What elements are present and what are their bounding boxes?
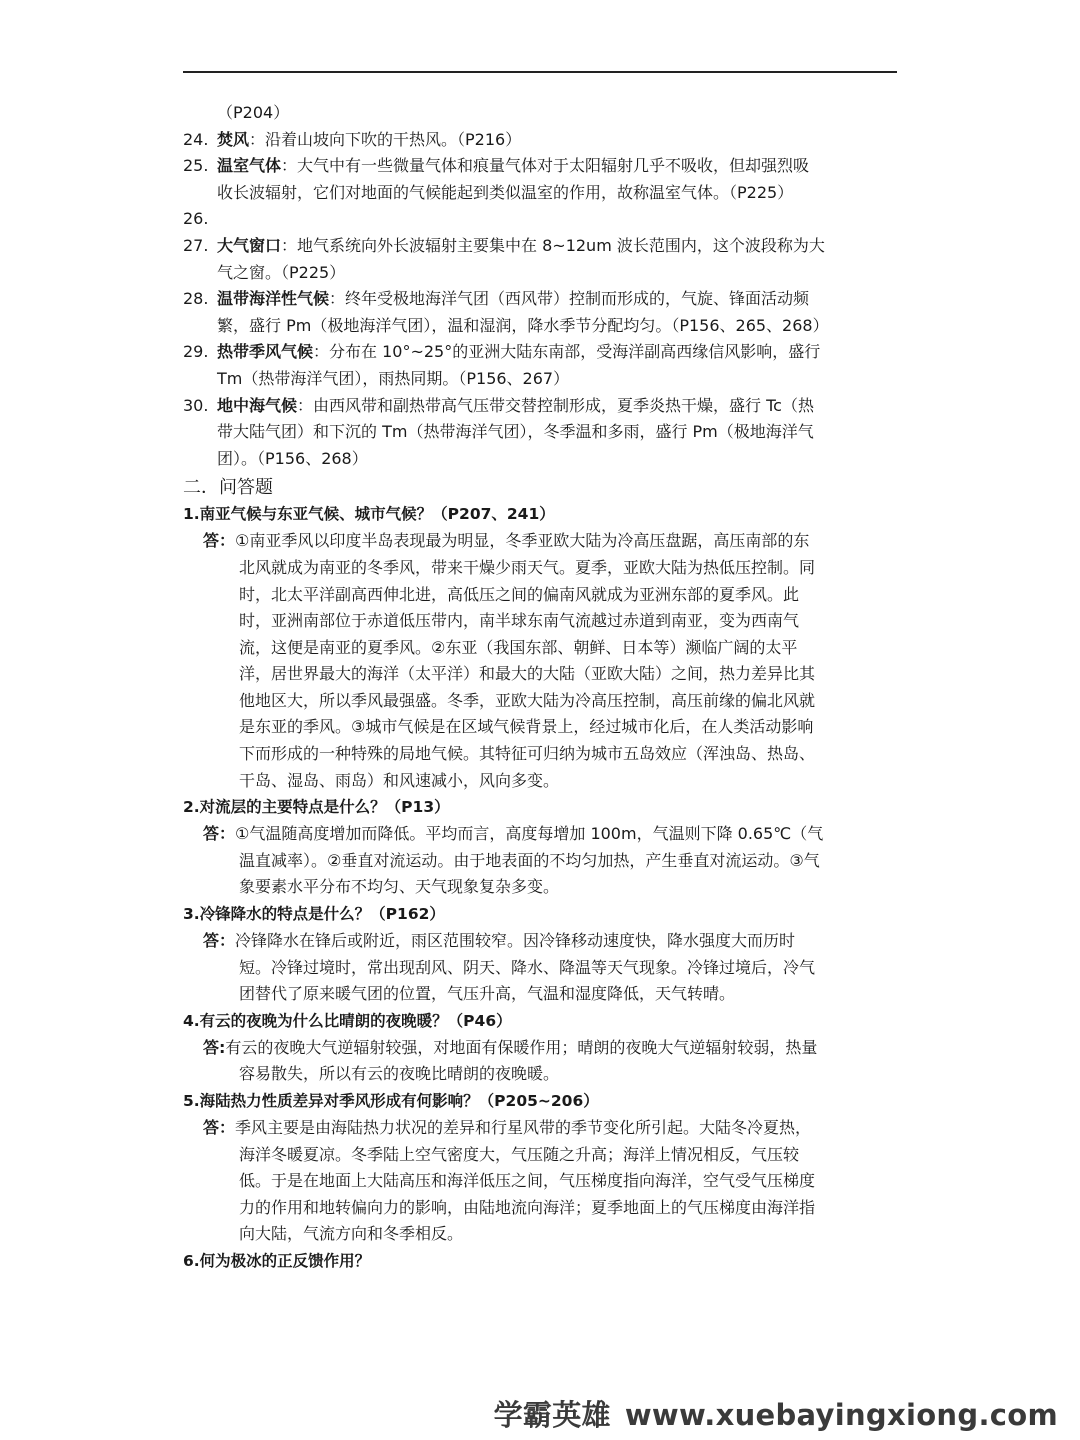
continued-text: （P204） <box>217 103 290 122</box>
answer-line <box>183 874 903 901</box>
definition-number: 25. <box>183 156 209 176</box>
answer-line <box>183 1168 903 1195</box>
definition-text: 气之窗。（P225） <box>217 262 346 282</box>
definition-line <box>183 446 903 473</box>
definition-number: 27. <box>183 235 209 255</box>
answer-label: 答： <box>203 531 236 551</box>
definition-term: 大气窗口 <box>217 235 282 255</box>
definition-line <box>183 260 903 287</box>
answer-text: 短。冷锋过境时，常出现刮风、阴天、降水、降温等天气现象。冷锋过境后，冷气 <box>239 957 816 977</box>
answer-line <box>183 1115 903 1142</box>
definition-text: ：由西风带和副热带高气压带交替控制形成，夏季炎热干燥，盛行 Tc（热 <box>297 395 814 415</box>
answer-line <box>183 1061 903 1088</box>
answer-line <box>183 848 903 875</box>
definition-term: 温室气体 <box>217 156 282 176</box>
question-heading: 2.对流层的主要特点是什么？（P13） <box>183 798 450 817</box>
definition-number: 24. <box>183 129 209 149</box>
answer-text: 容易散失，所以有云的夜晚比晴朗的夜晚暖。 <box>239 1064 560 1084</box>
answer-text: 团替代了原来暖气团的位置，气压升高，气温和湿度降低，天气转晴。 <box>239 984 736 1004</box>
answer-line <box>183 928 903 955</box>
definition-text: 收长波辐射，它们对地面的气候能起到类似温室的作用，故称温室气体。（P225） <box>217 182 794 202</box>
definition-line <box>183 180 903 207</box>
answer-label: 答: <box>203 1037 226 1057</box>
definition-text: ：地气系统向外长波辐射主要集中在 8~12um 波长范围内，这个波段称为大 <box>281 235 825 255</box>
definition-text: 带大陆气团）和下沉的 Tm（热带海洋气团），冬季温和多雨，盛行 Pm（极地海洋气 <box>217 422 814 442</box>
answer-text: 干岛、湿岛、雨岛）和风速减小，风向多变。 <box>239 770 560 790</box>
question-heading: 5.海陆热力性质差异对季风形成有何影响？（P205~206） <box>183 1092 599 1110</box>
answer-text: 他地区大，所以季风最强盛。冬季，亚欧大陆为冷高压控制，高压前缘的偏北风就 <box>239 690 816 710</box>
answer-line <box>183 582 903 609</box>
definition-number: 26. <box>183 209 209 229</box>
answer-text: 时，亚洲南部位于赤道低压带内，南半球东南气流越过赤道到南亚，变为西南气 <box>239 611 800 631</box>
answer-text: 流，这便是南亚的夏季风。②东亚（我国东部、朝鲜、日本等）濒临广阔的太平 <box>239 637 798 657</box>
definition-term: 热带季风气候 <box>217 342 314 362</box>
answer-line <box>183 768 903 795</box>
answer-text: 洋，居世界最大的海洋（太平洋）和最大的大陆（亚欧大陆）之间，热力差异比其 <box>239 664 816 684</box>
answer-text: 温直减率）。②垂直对流运动。由于地表面的不均匀加热，产生垂直对流运动。③气 <box>239 850 820 870</box>
question-heading: 6.何为极冰的正反馈作用？ <box>183 1251 371 1270</box>
question-heading: 4.有云的夜晚为什么比晴朗的夜晚暖？（P46） <box>183 1011 512 1030</box>
answer-line <box>183 1035 903 1062</box>
definition-text: ：大气中有一些微量气体和痕量气体对于太阳辐射几乎不吸收，但却强烈吸 <box>281 156 810 176</box>
definition-line <box>183 233 903 260</box>
answer-line <box>183 528 903 555</box>
definition-line <box>183 366 903 393</box>
definition-text: ：终年受极地海洋气团（西风带）控制而形成的，气旋、锋面活动频 <box>329 289 810 309</box>
definition-text: 繁，盛行 Pm（极地海洋气团），温和湿润，降水季节分配均匀。（P156、265、268） <box>217 315 829 335</box>
definition-text: ：沿着山坡向下吹的干热风。（P216） <box>249 129 522 149</box>
definition-number: 29. <box>183 342 209 362</box>
answer-label: 答： <box>203 824 236 844</box>
answer-label: 答： <box>203 931 236 951</box>
definition-line <box>183 313 903 340</box>
answer-text: ①气温随高度增加而降低。平均而言，高度每增加 100m，气温则下降 0.65℃（气 <box>235 824 824 844</box>
definition-line <box>183 393 903 420</box>
document-body <box>183 100 903 1275</box>
answer-text: 时，北太平洋副高西伸北进，高低压之间的偏南风就成为亚洲东部的夏季风。此 <box>239 584 800 604</box>
answer-line <box>183 821 903 848</box>
answer-text: 象要素水平分布不均匀、天气现象复杂多变。 <box>239 877 560 897</box>
answer-text: 下而形成的一种特殊的局地气候。其特征可归纳为城市五岛效应（浑浊岛、热岛、 <box>239 744 816 764</box>
definition-line <box>183 339 903 366</box>
definition-line <box>183 127 903 154</box>
answer-line <box>183 714 903 741</box>
answer-text: ①南亚季风以印度半岛表现最为明显，冬季亚欧大陆为冷高压盘踞，高压南部的东 <box>235 531 810 551</box>
answer-label: 答： <box>203 1118 236 1137</box>
answer-text: 海洋冬暖夏凉。冬季陆上空气密度大，气压随之升高；海洋上情况相反，气压较 <box>239 1144 800 1164</box>
answer-line <box>183 955 903 982</box>
definition-line <box>183 419 903 446</box>
answer-line <box>183 981 903 1008</box>
definition-number: 28. <box>183 289 209 309</box>
answer-line <box>183 688 903 715</box>
answer-line <box>183 555 903 582</box>
definition-text: 团）。（P156、268） <box>217 448 368 468</box>
definition-term: 地中海气候 <box>217 395 298 415</box>
definition-number: 30. <box>183 395 209 415</box>
definition-text: ：分布在 10°~25°的亚洲大陆东南部，受海洋副高西缘信风影响，盛行 <box>313 342 821 362</box>
answer-line <box>183 1195 903 1222</box>
answer-line <box>183 608 903 635</box>
question-heading: 1.南亚气候与东亚气候、城市气候？（P207、241） <box>183 505 555 524</box>
definition-term: 焚风 <box>217 129 250 149</box>
answer-text: 北风就成为南亚的冬季风，带来干燥少雨天气。夏季，亚欧大陆为热低压控制。同 <box>239 557 816 577</box>
answer-line <box>183 1142 903 1169</box>
answer-text: 低。于是在地面上大陆高压和海洋低压之间，气压梯度指向海洋，空气受气压梯度 <box>239 1171 816 1191</box>
answer-line <box>183 661 903 688</box>
footer-url[interactable]: www.xuebayingxiong.com <box>624 1398 1058 1432</box>
definition-line <box>183 286 903 313</box>
answer-line <box>183 1221 903 1248</box>
question-heading: 3.冷锋降水的特点是什么？（P162） <box>183 905 445 924</box>
footer-brand: 学霸英雄 <box>493 1398 611 1432</box>
answer-text: 力的作用和地转偏向力的影响，由陆地流向海洋；夏季地面上的气压梯度由海洋指 <box>239 1197 816 1217</box>
definition-line <box>183 206 903 233</box>
answer-text: 季风主要是由海陆热力状况的差异和行星风带的季节变化所引起。大陆冬冷夏热， <box>235 1118 812 1137</box>
answer-text: 冷锋降水在锋后或附近，雨区范围较窄。因冷锋移动速度快，降水强度大而历时 <box>235 931 796 951</box>
answer-text: 向大陆，气流方向和冬季相反。 <box>239 1224 464 1244</box>
definition-term: 温带海洋性气候 <box>217 289 330 309</box>
header-rule <box>183 71 897 73</box>
definition-text: Tm（热带海洋气团），雨热同期。（P156、267） <box>217 368 570 388</box>
answer-line <box>183 741 903 768</box>
answer-line <box>183 635 903 662</box>
answer-text: 是东亚的季风。③城市气候是在区域气候背景上，经过城市化后，在人类活动影响 <box>239 717 814 737</box>
answer-text: 有云的夜晚大气逆辐射较强，对地面有保暖作用；晴朗的夜晚大气逆辐射较弱，热量 <box>225 1037 818 1057</box>
section-title: 二．问答题 <box>183 477 273 499</box>
footer-watermark <box>494 1393 1058 1434</box>
definition-line <box>183 153 903 180</box>
